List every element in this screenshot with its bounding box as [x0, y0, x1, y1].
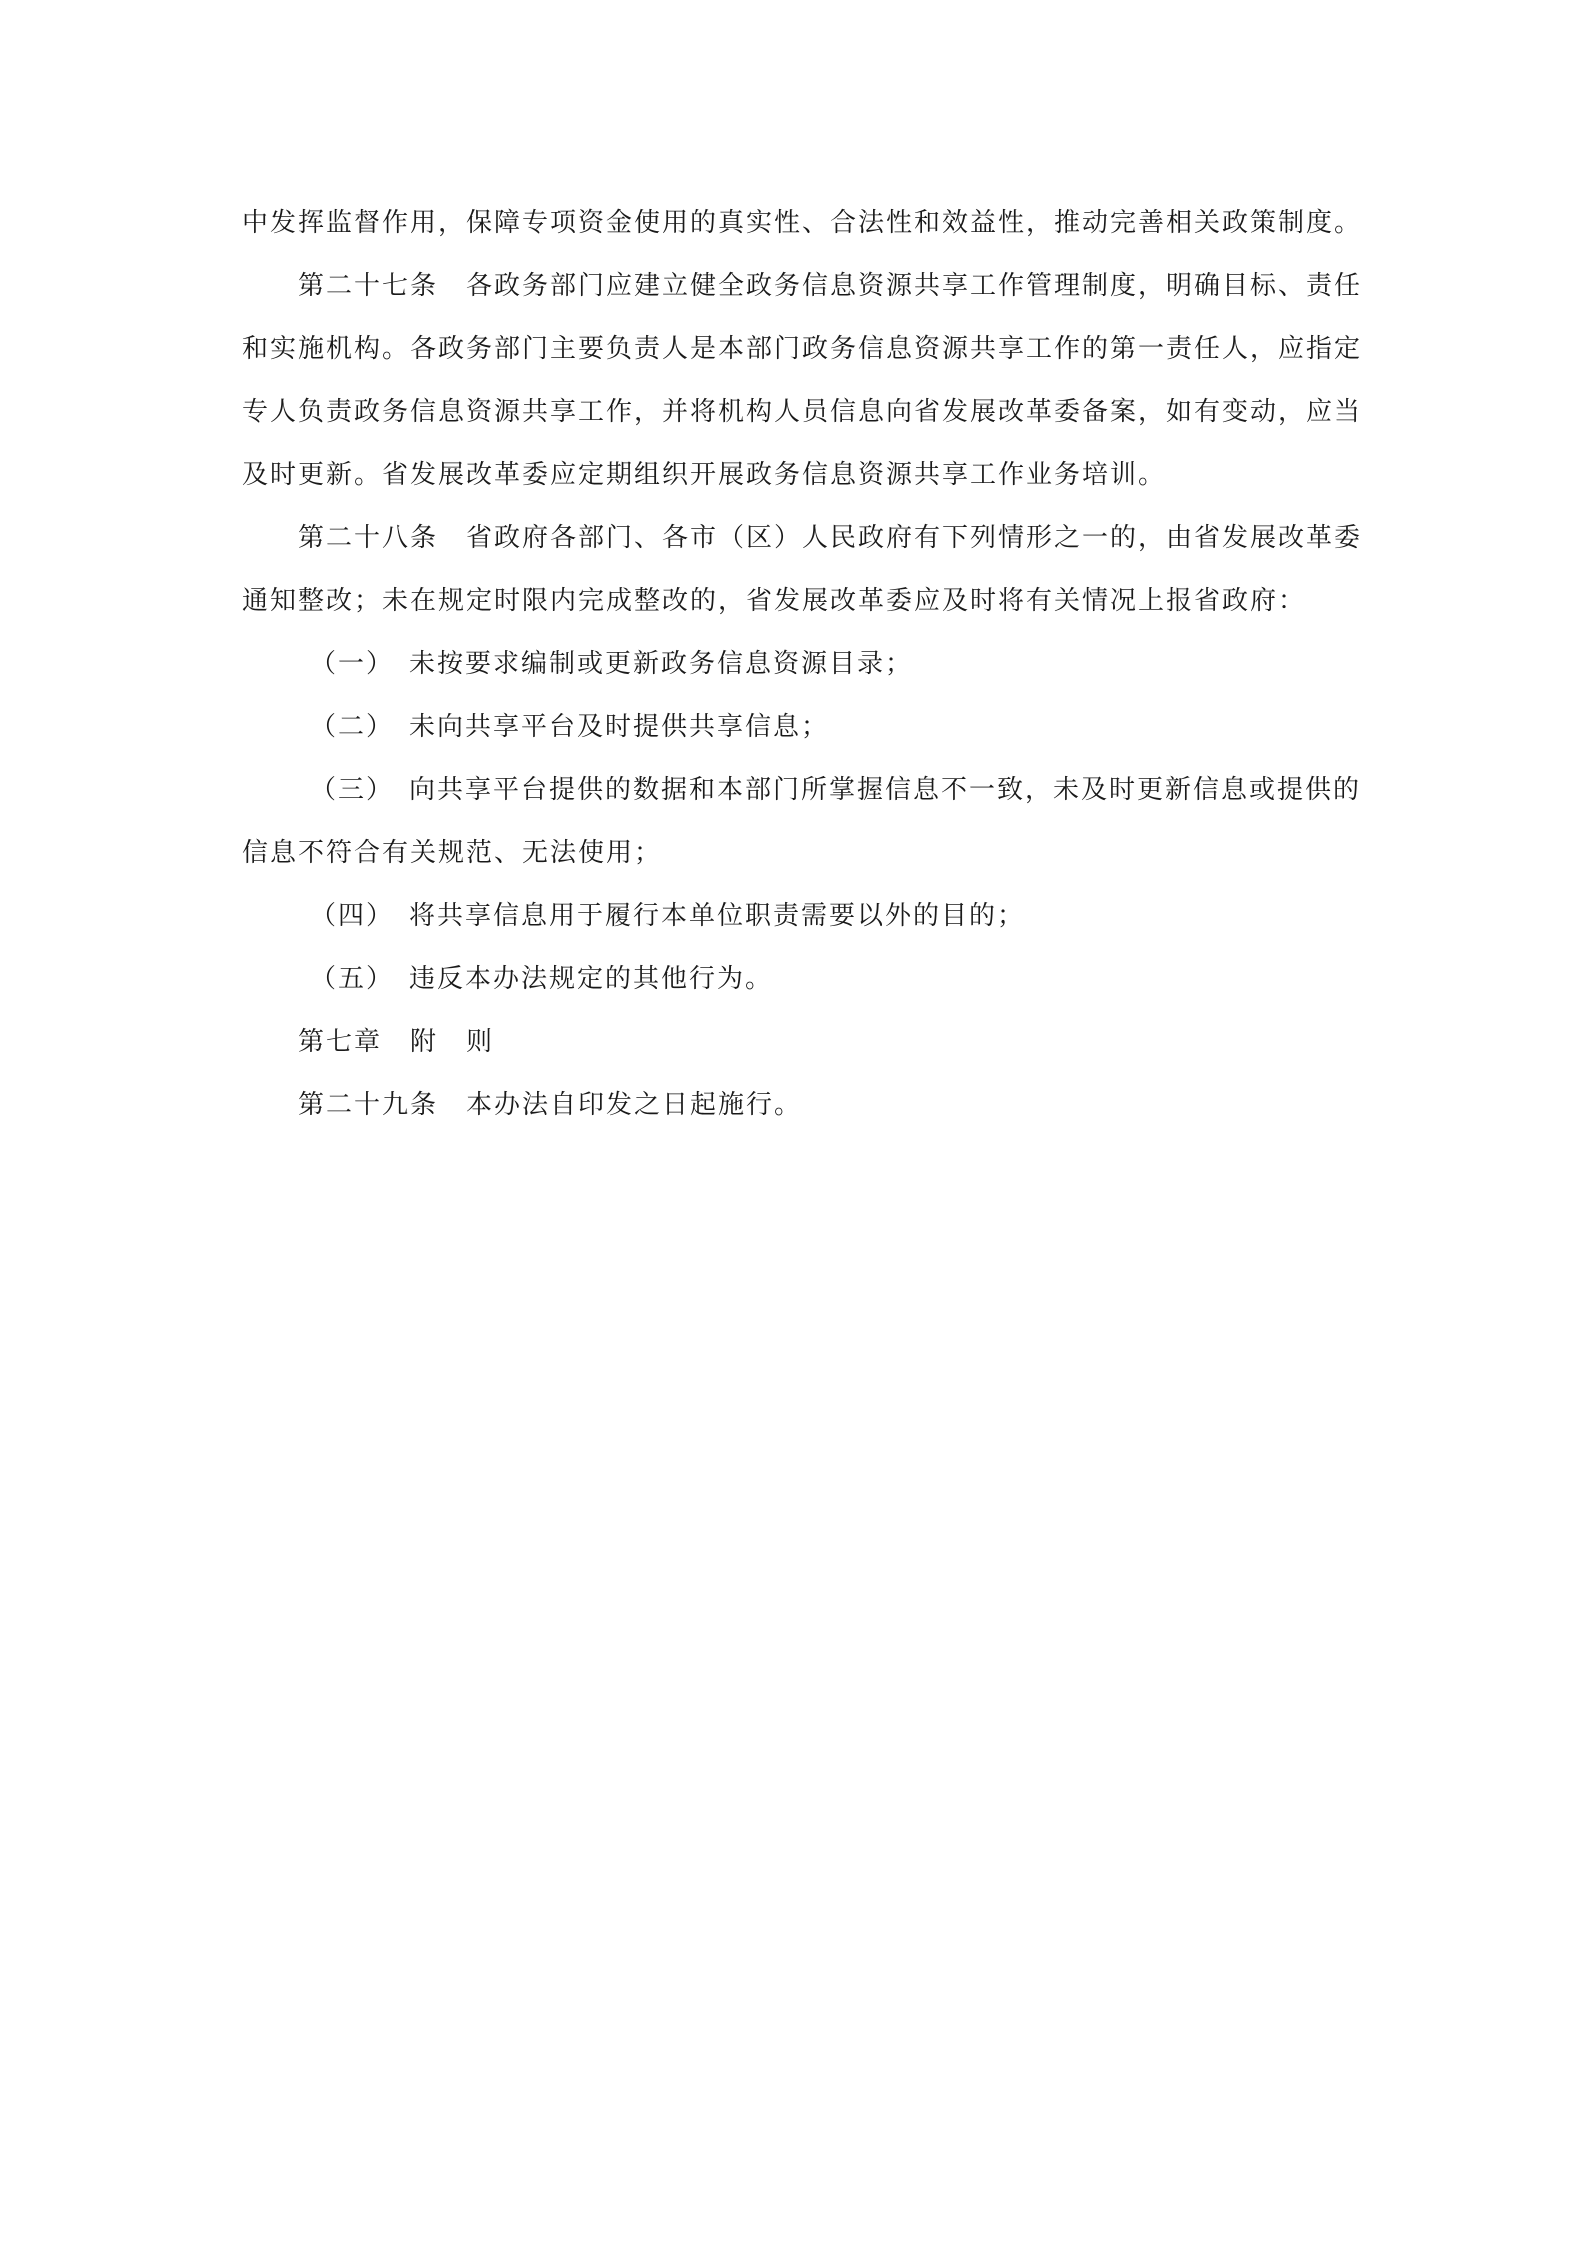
paragraph-line: 中发挥监督作用，保障专项资金使用的真实性、合法性和效益性，推动完善相关政策制度。 — [242, 208, 1363, 238]
list-item: （二） 未向共享平台及时提供共享信息； — [310, 712, 830, 742]
chapter-heading: 第七章 附 则 — [298, 1027, 495, 1057]
paragraph-line: 通知整改；未在规定时限内完成整改的，省发展改革委应及时将有关情况上报省政府： — [242, 586, 1307, 616]
list-item: （三） 向共享平台提供的数据和本部门所掌握信息不一致，未及时更新信息或提供的 — [310, 775, 1362, 805]
paragraph-line: 及时更新。省发展改革委应定期组织开展政务信息资源共享工作业务培训。 — [242, 460, 1167, 490]
paragraph-line: 和实施机构。各政务部门主要负责人是本部门政务信息资源共享工作的第一责任人，应指定 — [242, 334, 1363, 364]
paragraph-line: 专人负责政务信息资源共享工作，并将机构人员信息向省发展改革委备案，如有变动，应当 — [242, 397, 1363, 427]
list-item: （一） 未按要求编制或更新政务信息资源目录； — [310, 649, 914, 679]
article-28-heading-line: 第二十八条 省政府各部门、各市（区）人民政府有下列情形之一的，由省发展改革委 — [298, 523, 1363, 553]
article-29-heading-line: 第二十九条 本办法自印发之日起施行。 — [298, 1090, 803, 1120]
list-item: （五） 违反本办法规定的其他行为。 — [310, 964, 774, 994]
article-27-heading-line: 第二十七条 各政务部门应建立健全政务信息资源共享工作管理制度，明确目标、责任 — [298, 271, 1363, 301]
paragraph-line: 信息不符合有关规范、无法使用； — [242, 838, 663, 868]
list-item: （四） 将共享信息用于履行本单位职责需要以外的目的； — [310, 901, 1026, 931]
